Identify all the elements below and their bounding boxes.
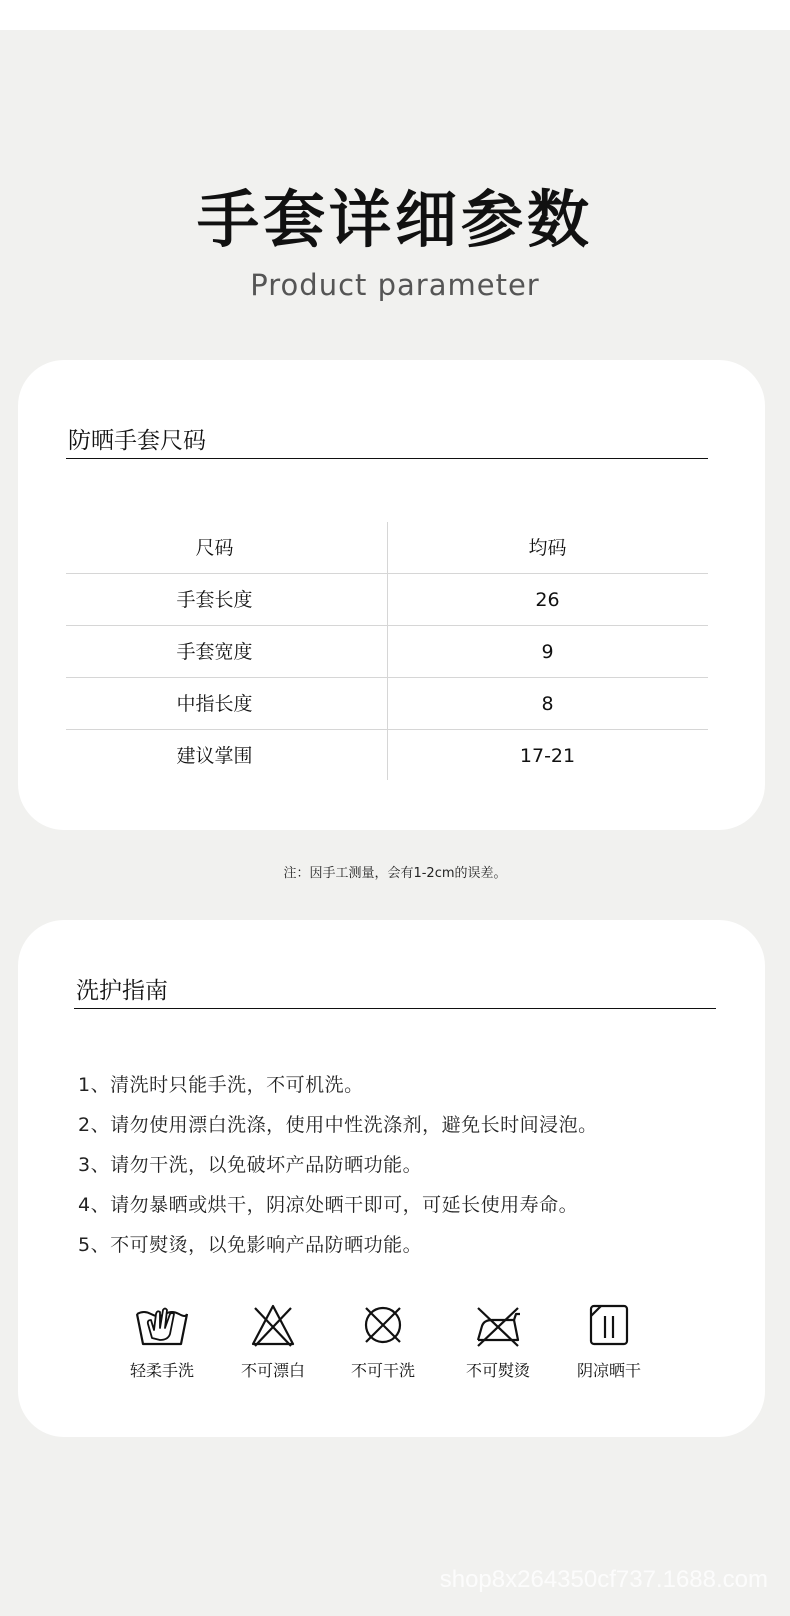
hand-wash-icon xyxy=(134,1300,190,1350)
list-item: 4、请勿暴晒或烘干，阴凉处晒干即可，可延长使用寿命。 xyxy=(78,1194,579,1216)
watermark: shop8x264350cf737.1688.com xyxy=(439,1566,768,1593)
measurement-note: 注：因手工测量，会有1-2cm的误差。 xyxy=(283,866,507,881)
care-icon-shade-dry xyxy=(554,1300,664,1381)
list-item: 3、请勿干洗，以免破坏产品防晒功能。 xyxy=(78,1154,423,1176)
table-cell-label: 手套长度 xyxy=(176,589,253,611)
care-card xyxy=(18,920,765,1437)
no-dry-clean-icon xyxy=(355,1300,411,1350)
page-subtitle: Product parameter xyxy=(250,268,540,302)
table-cell-label: 中指长度 xyxy=(176,693,253,715)
top-strip xyxy=(0,0,790,30)
care-icon-no-bleach xyxy=(218,1300,328,1381)
table-cell-label: 建议掌围 xyxy=(176,745,253,767)
care-icon-label: 不可漂白 xyxy=(240,1361,305,1380)
table-cell-value: 9 xyxy=(541,641,554,663)
table-row xyxy=(66,678,708,730)
list-item: 1、清洗时只能手洗，不可机洗。 xyxy=(78,1074,364,1096)
care-icon-no-dry-clean xyxy=(328,1300,438,1381)
care-icon-hand-wash xyxy=(107,1300,217,1381)
care-title-divider xyxy=(74,1008,716,1009)
table-header-row xyxy=(66,522,708,574)
size-card xyxy=(18,360,765,830)
care-icon-label: 不可熨烫 xyxy=(465,1361,530,1380)
size-section-title: 防晒手套尺码 xyxy=(68,428,206,454)
table-header-cell: 尺码 xyxy=(195,537,234,559)
size-title-divider xyxy=(66,458,708,459)
table-cell-value: 8 xyxy=(541,693,554,715)
care-section-title: 洗护指南 xyxy=(76,978,168,1004)
care-instructions-list xyxy=(78,1065,598,1265)
table-row xyxy=(66,574,708,626)
table-row xyxy=(66,626,708,678)
list-item: 2、请勿使用漂白洗涤，使用中性洗涤剂，避免长时间浸泡。 xyxy=(78,1114,598,1136)
no-bleach-icon xyxy=(245,1300,301,1350)
shade-dry-icon xyxy=(581,1300,637,1350)
care-icon-label: 轻柔手洗 xyxy=(129,1361,194,1380)
table-cell-value: 26 xyxy=(535,589,560,611)
care-icons-row xyxy=(18,1300,765,1400)
no-iron-icon xyxy=(470,1300,526,1350)
table-cell-label: 手套宽度 xyxy=(176,641,253,663)
page-title: 手套详细参数 xyxy=(196,183,593,256)
table-header-cell: 均码 xyxy=(528,537,567,559)
table-row xyxy=(66,730,708,782)
care-icon-label: 不可干洗 xyxy=(350,1361,415,1380)
list-item: 5、不可熨烫，以免影响产品防晒功能。 xyxy=(78,1234,423,1256)
table-cell-value: 17-21 xyxy=(519,745,576,767)
care-icon-no-iron xyxy=(443,1300,553,1381)
care-icon-label: 阴凉晒干 xyxy=(576,1361,641,1380)
